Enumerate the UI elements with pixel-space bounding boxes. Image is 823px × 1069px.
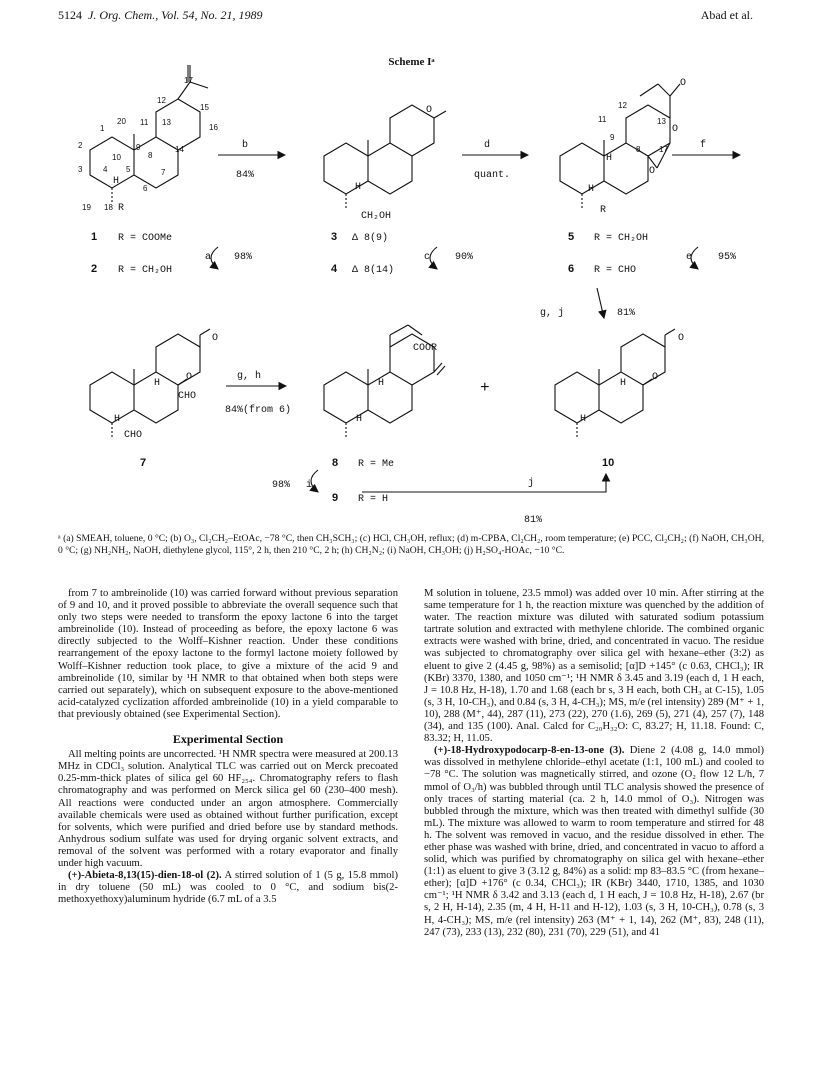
atom-4: 4 (103, 165, 108, 174)
compound-7-structure (90, 329, 210, 437)
right-paragraph-1: M solution in toluene, 23.5 mmol) was added over 10 min. After stirring at the same temperature for 1 h, the reaction mixture was quenched by the addition of water. The reaction mixture was diluted with saturated sodium potassium tartrate solution and extracted with methylene chloride. The combined organic extracts were washed with brine, dried, and concentrated in vacuo. The residue was subjected to chromatography over silica gel with hexane–ether (3:2) as eluent to give 2 (4.45 g, 98%) as a semisolid; [α]D +145° (c 0.63, CHCl₃); IR (KBr) 3370, 1380, and 1050 cm⁻¹; ¹H NMR δ 3.45 and 3.19 (each d, 1 H each, J = 10.8 Hz, H-18), 1.70 and 1.68 (each br s, 3 H each, both CH₃ at C-15), 1.05 (s, 3 H, 10-CH₃), and 0.84 (s, 3 H, 4-CH₃); MS, m/e (rel intensity) 289 (M⁺ + 1, 10), 288 (M⁺, 44), 287 (11), 273 (22), 270 (1.6), 269 (5), 271 (4), 257 (7), 148 (34), and 135 (100). Anal. Calcd for C₂₀H₃₂O: C, 83.27; H, 11.18. Found: C, 83.32; H, 11.05. (424, 588, 764, 745)
compound-3-heading: (+)-18-Hydroxypodocarp-8-en-13-one (3). (434, 745, 625, 757)
arrow-gj (597, 288, 604, 318)
atom-18: 18 (104, 203, 113, 212)
arrow-gh-reagent: g, h (237, 371, 262, 382)
running-authors: Abad et al. (700, 8, 753, 22)
compound-9-r: R = H (358, 494, 389, 505)
compound-3-structure (324, 105, 446, 208)
atom-12: 12 (157, 96, 166, 105)
arrow-e (691, 247, 698, 269)
arrow-gj-yield: 81% (617, 308, 636, 319)
arrow-i (311, 470, 318, 492)
compound-7-h9: H (154, 378, 161, 389)
arrow-j-reagent: j (528, 478, 535, 489)
left-paragraph-2: All melting points are uncorrected. ¹H NMR spectra were measured at 200.13 MHz in CDCl₃ solution. Analytical TLC was carried out on Merck precoated 0.25-mm-thick plates of silica gel 60 HF₂₅₄. Chromatography refers to flash chromatography and was performed on Merck silica gel 60 (230–400 mesh). All reactions were conducted under an argon atmosphere. Commercially available chemicals were used as obtained without further purification, except for solvents, which were purified and dried before use by standard methods. Anhydrous sodium sulfate was used for drying organic solvent extracts, and removal of the solvent was performed with a rotary evaporator and finally under high vacuum. (58, 749, 398, 869)
r-group-label: R (118, 203, 125, 214)
compound-2-heading: (+)-Abieta-8,13(15)-dien-18-ol (2). (68, 870, 222, 882)
reaction-scheme (0, 0, 823, 530)
atom-2: 2 (78, 141, 83, 150)
compound-6-r: R = CHO (594, 265, 637, 276)
arrow-a-yield: 98% (234, 252, 253, 263)
epoxide-o-label: O (649, 166, 656, 177)
arrow-c-yield: 90% (455, 252, 474, 263)
right-paragraph-2 (424, 745, 764, 939)
ketone-o-label: O (426, 105, 433, 116)
compound-10-structure (555, 329, 675, 437)
section-title-experimental: Experimental Section (172, 732, 284, 747)
arrow-c (430, 247, 437, 269)
compound-7-cho-b: CHO (124, 430, 143, 441)
atom-3: 3 (78, 165, 83, 174)
atom-16: 16 (209, 123, 218, 132)
lactone-ring-o-label: O (672, 124, 679, 135)
atom-7: 7 (161, 168, 166, 177)
compound-9-number: 9 (332, 492, 339, 504)
compound-8-h9: H (378, 378, 385, 389)
compound-7-number: 7 (140, 457, 147, 469)
arrow-i-yield: 98% (272, 480, 291, 491)
page-number: 5124 (58, 8, 82, 22)
atom-13-b: 13 (657, 117, 666, 126)
atom-14: 14 (175, 145, 184, 154)
atom-13: 13 (162, 118, 171, 127)
atom-10: 10 (112, 153, 121, 162)
scheme-footnote: ᵃ (a) SMEAH, toluene, 0 °C; (b) O₃, Cl₂CH₂–EtOAc, −78 °C, then CH₃SCH₃; (c) HCl, CH₃OH, reflux; (d) m-CPBA, Cl₂CH₂, room temperature; (e) PCC, Cl₂CH₂; (f) NaOH, CH₃OH, 0 °C; (g) NH₂NH₂, NaOH, diethylene glycol, 115°, 2 h, then 210 °C, 2 h; (h) CH₂N₂; (i) NaOH, CH₃OH; (j) H₂SO₄-HOAc, −10 °C. (58, 533, 764, 556)
compound-10-number: 10 (602, 457, 615, 469)
atom-12-b: 12 (618, 101, 627, 110)
atom-8-b: 8 (636, 145, 641, 154)
compound-8-h5: H (356, 414, 363, 425)
journal-citation: J. Org. Chem., Vol. 54, No. 21, 1989 (88, 8, 263, 22)
compound-8-number: 8 (332, 457, 339, 469)
compound-2-r: R = CH₂OH (118, 265, 173, 276)
h5-label: H (113, 176, 120, 187)
compound-1-structure (90, 65, 208, 202)
compound-8-coor: COOR (413, 343, 438, 354)
atom-15: 15 (200, 103, 209, 112)
arrow-i-reagent: i (306, 480, 313, 491)
right-column (424, 588, 764, 939)
arrow-d-reagent: d (484, 140, 491, 151)
atom-11-b: 11 (598, 115, 607, 124)
arrow-a (211, 247, 218, 269)
compound-2-procedure: A stirred solution of 1 (5 g, 15.8 mmol) in dry toluene (50 mL) was cooled to 0 °C, and sodium bis(2-methoxyethoxy)aluminum hydride (6.7 mL of a 3.5 (58, 870, 398, 906)
r-group-label-5: R (600, 205, 607, 216)
compound-3-number: 3 (331, 231, 338, 243)
compound-7-oxo: O (212, 333, 219, 344)
atom-11: 11 (140, 118, 149, 127)
scheme-title: Scheme Iᵃ (388, 56, 435, 68)
arrow-c-reagent: c (424, 252, 431, 263)
compound-7-ring-o: O (186, 372, 193, 383)
compound-8-r: R = Me (358, 459, 395, 470)
compound-1-number: 1 (91, 231, 98, 243)
compound-8-structure (324, 325, 445, 437)
compound-4-number: 4 (331, 263, 338, 275)
arrow-e-reagent: e (686, 252, 693, 263)
atom-20: 20 (117, 117, 126, 126)
atom-9-b: 9 (610, 133, 615, 142)
h5-label-5: H (588, 184, 595, 195)
left-paragraph-1: from 7 to ambreinolide (10) was carried forward without previous separation of 9 and 10, and it proved possible to abbreviate the overall sequence such that only two steps were needed to transform the epoxy lactone 6 into the target ambreinolide (10). Instead of proceeding as before, the epoxy lactone 6 was directly subjected to the Wolff–Kishner reaction. Under these conditions rearrangement of the epoxy lactone to the formyl lactone moiety followed by Wolff–Kishner reduction took place, to give a mixture of the acid 9 and ambreinolide (10, similar by ¹H NMR to that obtained when both steps were carried out separately), which on subsequent exposure to the above-mentioned acid-catalyzed cyclization afforded ambreinolide (10) in a yield comparable to that previously obtained (see Experimental Section). (58, 588, 398, 720)
arrow-gh-yield: 84%(from 6) (225, 405, 292, 416)
compound-10-h9: H (620, 378, 627, 389)
compound-10-ring-o: O (652, 372, 659, 383)
arrow-b-yield: 84% (236, 170, 255, 181)
arrow-gj-reagent: g, j (540, 308, 565, 319)
compound-6-number: 6 (568, 263, 575, 275)
compound-2-number: 2 (91, 263, 98, 275)
arrow-e-yield: 95% (718, 252, 737, 263)
compound-3-procedure: Diene 2 (4.08 g, 14.0 mmol) was dissolved in methylene chloride–ethyl acetate (1:1, 100 mL) and cooled to −78 °C. The solution was magnetically stirred, and ozone (O₂ flow 12 L/h, 7 mmol of O₃/h) was bubbled through until TLC analysis showed the presence of only traces of starting material (ca. 2 h, 14.0 mmol of O₃). Nitrogen was bubbled through the mixture, which was then treated with dimethyl sulfide (30 mL). The mixture was allowed to warm to room temperature and stirred for 48 h. The solvent was removed in vacuo, and the residue dissolved in ether. The ether phase was washed with brine, dried, and concentrated in vacuo to afford a solid, which was purified by chromatography on silica gel with hexane–ether (1:1) as eluent to give 3 (3.12 g, 84%) as a solid: mp 83–83.5 °C (from hexane–ether); [α]D +176° (c 0.34, CHCl₃); IR (KBr) 3440, 1710, 1385, and 1030 cm⁻¹; ¹H NMR δ 3.42 and 3.13 (each d, 1 H each, J = 10.8 Hz, H-18), 2.67 (br s, 2 H, H-14), 2.35 (m, 4 H, H-11 and H-12), 1.03 (s, 3 H, 10-CH₃), 0.78 (s, 3 H, 4-CH₃); MS, m/e (rel intensity) 263 (M⁺ + 1, 14), 262 (M⁺, 83), 248 (11), 247 (73), 233 (13), 232 (80), 231 (70), 229 (51), and 41 (424, 745, 764, 938)
compound-10-h5: H (580, 414, 587, 425)
lactone-o-label: O (680, 78, 687, 89)
h9-label: H (606, 153, 613, 164)
atom-1: 1 (100, 124, 105, 133)
atom-6: 6 (143, 184, 148, 193)
compound-5-r: R = CH₂OH (594, 233, 649, 244)
plus-sign: + (480, 379, 490, 397)
left-paragraph-3 (58, 870, 398, 906)
h5-label-3: H (355, 182, 362, 193)
arrow-b-reagent: b (242, 140, 249, 151)
arrow-f-reagent: f (700, 140, 707, 151)
atom-17-b: 17 (659, 145, 668, 154)
compound-7-cho-a: CHO (178, 391, 197, 402)
compound-3-ch2oh: CH₂OH (361, 211, 392, 222)
arrow-j-yield: 81% (524, 515, 543, 526)
compound-3-delta: Δ 8(9) (352, 233, 389, 244)
compound-10-oxo: O (678, 333, 685, 344)
arrow-a-reagent: a (205, 252, 212, 263)
atom-17: 17 (184, 76, 193, 85)
compound-4-delta: Δ 8(14) (352, 265, 395, 276)
arrow-j (362, 474, 606, 492)
left-column (58, 588, 398, 906)
arrow-d-yield: quant. (474, 170, 511, 181)
atom-5: 5 (126, 165, 131, 174)
atom-8: 8 (148, 151, 153, 160)
atom-9: 9 (136, 143, 141, 152)
compound-7-h5: H (114, 414, 121, 425)
compound-5-number: 5 (568, 231, 575, 243)
atom-19: 19 (82, 203, 91, 212)
compound-1-r: R = COOMe (118, 233, 173, 244)
